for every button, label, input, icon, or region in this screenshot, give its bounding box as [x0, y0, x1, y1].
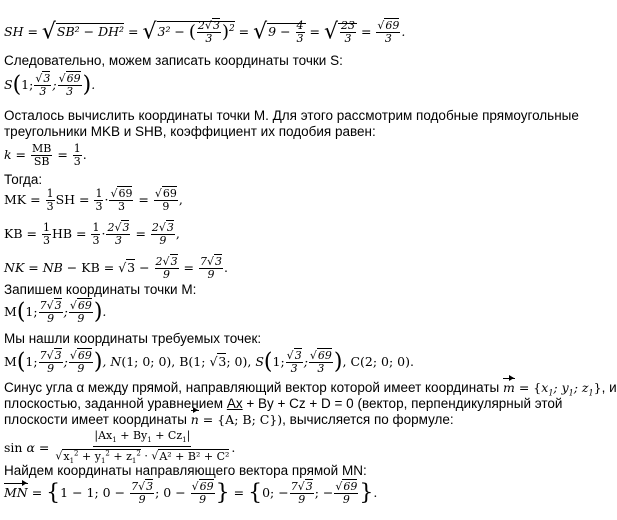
- k-formula: k = $\frac{MB}{SB}$ = $\frac{1}{3}$ .: [4, 142, 87, 168]
- text-line: Мы нашли координаты требуемых точек:: [4, 331, 262, 346]
- text-line: Запишем координаты точки M:: [4, 282, 197, 297]
- sh-formula: SH = √SB² − DH² = √3² − ( $\frac{2√3}{3}$ )$^2$ = √9 − $\frac{4}{3}$ = √ $\frac{23}{3}$ = $\frac{√69}{3}$ .: [4, 19, 406, 45]
- mk-formula: MK = $\frac{1}{3}$ SH = $\frac{1}{3}$ · $\frac{√69}{3}$ = $\frac{√69}{9}$ ,: [4, 187, 183, 213]
- text-segment: плоскостью, заданной уравнением: [4, 396, 224, 411]
- text-segment: Синус угла α между прямой, направляющий вектор которой имеет координаты: [4, 380, 500, 395]
- mn-formula: MN = {1 − 1; 0 − $\frac{7√3}{9}$ ; 0 − $\frac{√69}{9}$ } = {0; − $\frac{7√3}{9}$ ; − $\frac{√69}{9}$ }.: [4, 480, 378, 506]
- m-point-formula: M(1; $\frac{7√3}{9}$ ; $\frac{√69}{9}$ ).: [4, 299, 107, 325]
- text-line: Осталось вычислить координаты точки M. Для этого рассмотрим подобные прямоугольные: [4, 108, 579, 123]
- points-formula: M(1; $\frac{7√3}{9}$ ; $\frac{√69}{9}$ ), N(1; 0; 0), B(1; √3; 0), S(1; $\frac{√3}{3}$ ; $\frac{√69}{3}$ ), C(2; 0; 0).: [4, 349, 414, 375]
- text-line: треугольники MKB и SHB, коэффициент их подобия равен:: [4, 124, 376, 139]
- text-segment: , и: [601, 380, 617, 395]
- sin-formula: sin α = $\frac{|Ax_1 + By_1 + Cz_1|}{√x_1^2 + y_1^2 + z_1^2 \cdot √A^2 + B^2 + C^2}$ .: [4, 429, 236, 466]
- s-point-formula: S(1; $\frac{√3}{3}$ ; $\frac{√69}{3}$ ).: [4, 72, 96, 98]
- ax-term: Ax: [226, 396, 243, 411]
- kb-formula: KB = $\frac{1}{3}$ HB = $\frac{1}{3}$ · $\frac{2√3}{3}$ = $\frac{2√3}{9}$ ,: [4, 221, 180, 247]
- n-vector: n = {A; B; C}): [190, 412, 283, 427]
- text-line: Следовательно, можем записать координаты точки S:: [4, 53, 343, 68]
- text-line: Найдем координаты направляющего вектора прямой MN:: [4, 463, 367, 478]
- text-line: [4, 412, 454, 428]
- text-line: Тогда:: [4, 172, 43, 187]
- text-line: [4, 396, 562, 412]
- text-segment: плоскости имеет координаты: [4, 412, 187, 427]
- text-segment: , вычисляется по формуле:: [282, 412, 454, 427]
- m-vector: $m = \{x_1$; $y_1$; $z_1$}: [503, 380, 602, 398]
- nk-formula: NK = NB − KB = √3 − $\frac{2√3}{9}$ = $\frac{7√3}{9}$ .: [4, 255, 228, 281]
- text-segment: + By + Cz + D = 0 (вектор, перпендикулярный этой: [246, 396, 563, 411]
